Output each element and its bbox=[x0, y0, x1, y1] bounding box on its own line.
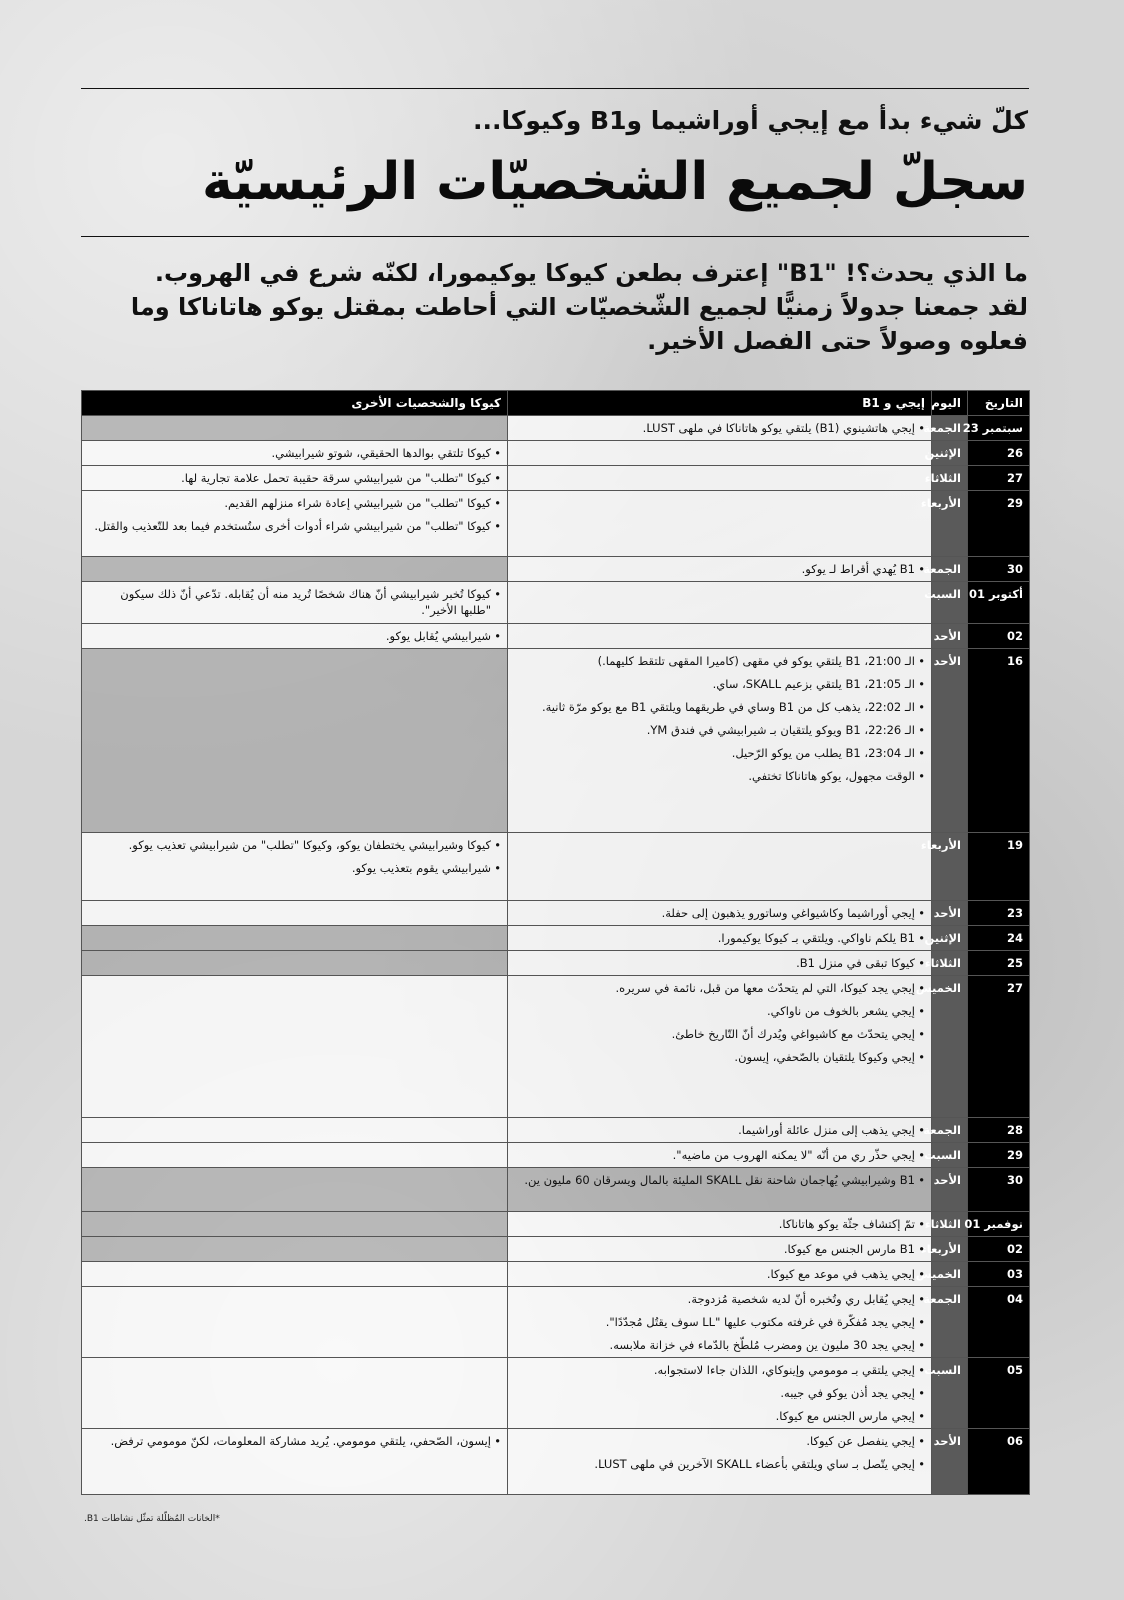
row-b1-events bbox=[508, 1429, 932, 1495]
row-other-events bbox=[82, 901, 508, 926]
row-date: 24 bbox=[968, 926, 1030, 951]
event-item: • شيرابيشي يُقابل يوكو. bbox=[88, 628, 501, 644]
row-date: 06 bbox=[968, 1429, 1030, 1495]
table-row bbox=[82, 1237, 1030, 1262]
event-item: • إيجي هاتشينوي (B1) يلتقي يوكو هاتاناكا في ملهى LUST. bbox=[514, 420, 925, 436]
table-row bbox=[82, 416, 1030, 441]
event-item: • إيجي يجد كيوكا، التي لم يتحدّث معها من قبل، نائمة في سريره. bbox=[514, 980, 925, 996]
event-item: • إيجي يتّصل بـ ساي ويلتقي بأعضاء SKALL الآخرين في ملهى LUST. bbox=[514, 1456, 925, 1472]
row-date: 26 bbox=[968, 441, 1030, 466]
event-list bbox=[514, 1291, 925, 1353]
event-item: • كيوكا "تطلب" من شيرابيشي سرقة حقيبة تحمل علامة تجارية لها. bbox=[88, 470, 501, 486]
event-item: • إيجي يلتقي بـ مومومي وإينوكاي، اللذان جاءا لاستجوابه. bbox=[514, 1362, 925, 1378]
row-other-events bbox=[82, 582, 508, 624]
row-date: 25 bbox=[968, 951, 1030, 976]
row-date: 27 bbox=[968, 976, 1030, 1118]
row-b1-events bbox=[508, 1262, 932, 1287]
row-day: الأربعاء bbox=[932, 833, 968, 901]
row-other-events bbox=[82, 649, 508, 833]
row-other-events bbox=[82, 557, 508, 582]
table-row bbox=[82, 833, 1030, 901]
event-item: • إيجي يجد 30 مليون ين ومضرب مُلطّخ بالدّماء في خزانة ملابسه. bbox=[514, 1337, 925, 1353]
header-day: اليوم bbox=[932, 391, 968, 416]
header-other: كيوكا والشخصيات الأخرى bbox=[82, 391, 508, 416]
event-list bbox=[514, 1362, 925, 1424]
row-day: الجمعة bbox=[932, 416, 968, 441]
row-date: 05 bbox=[968, 1358, 1030, 1429]
row-day: الثلاثاء bbox=[932, 951, 968, 976]
row-b1-events bbox=[508, 649, 932, 833]
row-date: 16 bbox=[968, 649, 1030, 833]
row-other-events bbox=[82, 1212, 508, 1237]
table-row bbox=[82, 1143, 1030, 1168]
event-item: • إيسون، الصّحفي، يلتقي مومومي. يُريد مشاركة المعلومات، لكنّ مومومي ترفض. bbox=[88, 1433, 501, 1449]
table-header-row bbox=[82, 391, 1030, 416]
event-item: • كيوكا وشيرابيشي يختطفان يوكو، وكيوكا "تطلب" من شيرابيشي تعذيب يوكو. bbox=[88, 837, 501, 853]
event-item: • شيرابيشي يقوم بتعذيب يوكو. bbox=[88, 860, 501, 876]
row-date: 29 bbox=[968, 491, 1030, 557]
row-date: أكتوبر 01 bbox=[968, 582, 1030, 624]
timeline-table bbox=[81, 390, 1030, 1495]
row-date: 19 bbox=[968, 833, 1030, 901]
row-day: السبت bbox=[932, 582, 968, 624]
event-list bbox=[514, 420, 925, 436]
event-list bbox=[514, 1172, 925, 1188]
row-date: 23 bbox=[968, 901, 1030, 926]
event-list bbox=[88, 628, 501, 644]
intro bbox=[88, 256, 1028, 358]
event-list bbox=[514, 1216, 925, 1232]
row-b1-events bbox=[508, 557, 932, 582]
row-date: سبتمبر 23 bbox=[968, 416, 1030, 441]
row-other-events bbox=[82, 926, 508, 951]
event-item: • إيجي أوراشيما وكاشيواغي وساتورو يذهبون إلى حفلة. bbox=[514, 905, 925, 921]
table-row bbox=[82, 491, 1030, 557]
event-item: • الوقت مجهول، يوكو هاتاناكا تختفي. bbox=[514, 768, 925, 784]
table-row bbox=[82, 441, 1030, 466]
row-day: الأربعاء bbox=[932, 1237, 968, 1262]
event-list bbox=[88, 586, 501, 618]
title-rule bbox=[81, 236, 1029, 237]
row-day: الأربعاء bbox=[932, 491, 968, 557]
event-item: • إيجي يشعر بالخوف من ناواكي. bbox=[514, 1003, 925, 1019]
intro-line-2: لقد جمعنا جدولاً زمنيًّا لجميع الشّخصيّات التي أحاطت بمقتل يوكو هاتاناكا وما فعلوه وصولاً حتى الفصل الأخير. bbox=[130, 293, 1028, 355]
row-day: الإثنين bbox=[932, 441, 968, 466]
row-other-events bbox=[82, 976, 508, 1118]
row-day: الخميس bbox=[932, 976, 968, 1118]
event-item: • إيجي يذهب إلى منزل عائلة أوراشيما. bbox=[514, 1122, 925, 1138]
top-rule bbox=[81, 88, 1029, 89]
row-day: الجمعة bbox=[932, 557, 968, 582]
row-b1-events bbox=[508, 833, 932, 901]
row-other-events bbox=[82, 833, 508, 901]
event-item: • إيجي يُقابل ري وتُخبره أنّ لديه شخصية مُزدوجة. bbox=[514, 1291, 925, 1307]
event-item: • إيجي مارس الجنس مع كيوكا. bbox=[514, 1408, 925, 1424]
event-item: • كيوكا تُخبر شيرابيشي أنّ هناك شخصًا تُريد منه أن يُقابله. تدّعي أنّ ذلك سيكون "طلبها الأخير". bbox=[88, 586, 501, 618]
row-day: السبت bbox=[932, 1143, 968, 1168]
row-b1-events bbox=[508, 901, 932, 926]
row-b1-events bbox=[508, 1143, 932, 1168]
row-b1-events bbox=[508, 1237, 932, 1262]
event-item: • كيوكا "تطلب" من شيرابيشي إعادة شراء منزلهم القديم. bbox=[88, 495, 501, 511]
table-row bbox=[82, 1429, 1030, 1495]
row-day: السبت bbox=[932, 1358, 968, 1429]
header-b1: إيجي و B1 bbox=[508, 391, 932, 416]
row-date: 02 bbox=[968, 1237, 1030, 1262]
table-row bbox=[82, 1358, 1030, 1429]
row-day: الجمعة bbox=[932, 1287, 968, 1358]
event-list bbox=[88, 837, 501, 876]
row-b1-events bbox=[508, 1287, 932, 1358]
table-row bbox=[82, 624, 1030, 649]
row-b1-events bbox=[508, 1168, 932, 1212]
table-row bbox=[82, 1287, 1030, 1358]
event-item: • إيجي يتحدّث مع كاشيواغي ويُدرك أنّ التّاريخ خاطئ. bbox=[514, 1026, 925, 1042]
row-b1-events bbox=[508, 441, 932, 466]
table-row bbox=[82, 1168, 1030, 1212]
event-list bbox=[514, 930, 925, 946]
row-b1-events bbox=[508, 582, 932, 624]
page-title: سجلّ لجميع الشخصيّات الرئيسيّة bbox=[201, 152, 1028, 212]
row-other-events bbox=[82, 1237, 508, 1262]
header-date: التاريخ bbox=[968, 391, 1030, 416]
event-item: • إيجي وكيوكا يلتقيان بالصّحفي، إيسون. bbox=[514, 1049, 925, 1065]
footnote: *الخانات المُظلّلة تمثّل نشاطات B1. bbox=[84, 1514, 220, 1524]
event-list bbox=[514, 1266, 925, 1282]
row-b1-events bbox=[508, 491, 932, 557]
row-date: 28 bbox=[968, 1118, 1030, 1143]
table-row bbox=[82, 976, 1030, 1118]
row-other-events bbox=[82, 416, 508, 441]
table-row bbox=[82, 901, 1030, 926]
event-list bbox=[514, 1122, 925, 1138]
event-item: • الـ 22:02، يذهب كل من B1 وساي في طريقهما ويلتقي B1 مع يوكو مرّة ثانية. bbox=[514, 699, 925, 715]
event-item: • B1 يلكم ناواكي. ويلتقي بـ كيوكا يوكيمورا. bbox=[514, 930, 925, 946]
event-item: • كيوكا تلتقي بوالدها الحقيقي، شوتو شيرابيشي. bbox=[88, 445, 501, 461]
row-day: الثلاثاء bbox=[932, 466, 968, 491]
row-day: الثلاثاء bbox=[932, 1212, 968, 1237]
row-b1-events bbox=[508, 466, 932, 491]
row-other-events bbox=[82, 1168, 508, 1212]
row-other-events bbox=[82, 1262, 508, 1287]
kicker: كلّ شيء بدأ مع إيجي أوراشيما وB1 وكيوكا... bbox=[472, 106, 1028, 135]
event-item: • B1 يُهدي أقراط لـ يوكو. bbox=[514, 561, 925, 577]
event-item: • الـ 22:26، B1 ويوكو يلتقيان بـ شيرابيشي في فندق YM. bbox=[514, 722, 925, 738]
event-list bbox=[514, 653, 925, 784]
row-b1-events bbox=[508, 1118, 932, 1143]
row-b1-events bbox=[508, 976, 932, 1118]
row-b1-events bbox=[508, 1358, 932, 1429]
event-item: • B1 مارس الجنس مع كيوكا. bbox=[514, 1241, 925, 1257]
row-date: نوفمبر 01 bbox=[968, 1212, 1030, 1237]
row-b1-events bbox=[508, 624, 932, 649]
row-other-events bbox=[82, 491, 508, 557]
event-item: • الـ 23:04، B1 يطلب من يوكو الرّحيل. bbox=[514, 745, 925, 761]
row-other-events bbox=[82, 1358, 508, 1429]
table-row bbox=[82, 649, 1030, 833]
event-item: • تمّ إكتشاف جثّة يوكو هاتاناكا. bbox=[514, 1216, 925, 1232]
table-row bbox=[82, 1212, 1030, 1237]
event-item: • إيجي يجد مُفكّرة في غرفته مكتوب عليها "LL سوف يقتُل مُجدّدًا". bbox=[514, 1314, 925, 1330]
event-item: • إيجي يجد أذن يوكو في جيبه. bbox=[514, 1385, 925, 1401]
row-other-events bbox=[82, 951, 508, 976]
event-list bbox=[514, 955, 925, 971]
event-item: • الـ 21:05، B1 يلتقي بزعيم SKALL، ساي. bbox=[514, 676, 925, 692]
row-other-events bbox=[82, 1118, 508, 1143]
row-day: الأحد bbox=[932, 649, 968, 833]
event-item: • B1 وشيرابيشي يُهاجمان شاحنة نقل SKALL المليئة بالمال ويسرقان 60 مليون ين. bbox=[514, 1172, 925, 1188]
row-date: 29 bbox=[968, 1143, 1030, 1168]
event-list bbox=[88, 470, 501, 486]
row-day: الخميس bbox=[932, 1262, 968, 1287]
row-date: 30 bbox=[968, 1168, 1030, 1212]
row-b1-events bbox=[508, 926, 932, 951]
table-row bbox=[82, 1262, 1030, 1287]
event-item: • إيجي حذّر ري من أنّه "لا يمكنه الهروب من ماضيه". bbox=[514, 1147, 925, 1163]
table-row bbox=[82, 951, 1030, 976]
event-list bbox=[514, 1147, 925, 1163]
row-date: 02 bbox=[968, 624, 1030, 649]
row-b1-events bbox=[508, 416, 932, 441]
event-item: • كيوكا "تطلب" من شيرابيشي شراء أدوات أخرى ستُستخدم فيما بعد للتّعذيب والقتل. bbox=[88, 518, 501, 534]
event-item: • كيوكا تبقى في منزل B1. bbox=[514, 955, 925, 971]
table-row bbox=[82, 926, 1030, 951]
row-date: 30 bbox=[968, 557, 1030, 582]
row-b1-events bbox=[508, 1212, 932, 1237]
event-list bbox=[514, 980, 925, 1065]
event-list bbox=[88, 445, 501, 461]
row-other-events bbox=[82, 466, 508, 491]
row-day: الإثنين bbox=[932, 926, 968, 951]
row-day: الجمعة bbox=[932, 1118, 968, 1143]
table-row bbox=[82, 1118, 1030, 1143]
row-day: الأحد bbox=[932, 901, 968, 926]
row-other-events bbox=[82, 1429, 508, 1495]
row-day: الأحد bbox=[932, 1168, 968, 1212]
row-date: 27 bbox=[968, 466, 1030, 491]
row-day: الأحد bbox=[932, 1429, 968, 1495]
event-list bbox=[514, 561, 925, 577]
row-day: الأحد bbox=[932, 624, 968, 649]
table-row bbox=[82, 582, 1030, 624]
event-list bbox=[514, 1433, 925, 1472]
row-other-events bbox=[82, 441, 508, 466]
event-list bbox=[514, 1241, 925, 1257]
event-item: • الـ 21:00، B1 يلتقي يوكو في مقهى (كاميرا المقهى تلتقط كليهما.) bbox=[514, 653, 925, 669]
row-other-events bbox=[82, 1287, 508, 1358]
row-date: 04 bbox=[968, 1287, 1030, 1358]
event-list bbox=[514, 905, 925, 921]
table-row bbox=[82, 557, 1030, 582]
event-list bbox=[88, 495, 501, 534]
row-b1-events bbox=[508, 951, 932, 976]
event-item: • إيجي يذهب في موعد مع كيوكا. bbox=[514, 1266, 925, 1282]
row-other-events bbox=[82, 624, 508, 649]
timeline-body bbox=[82, 416, 1030, 1495]
event-list bbox=[88, 1433, 501, 1449]
table-row bbox=[82, 466, 1030, 491]
row-other-events bbox=[82, 1143, 508, 1168]
event-item: • إيجي ينفصل عن كيوكا. bbox=[514, 1433, 925, 1449]
intro-line-1: ما الذي يحدث؟! "B1" إعترف بطعن كيوكا يوكيمورا، لكنّه شرع في الهروب. bbox=[154, 259, 1028, 287]
row-date: 03 bbox=[968, 1262, 1030, 1287]
